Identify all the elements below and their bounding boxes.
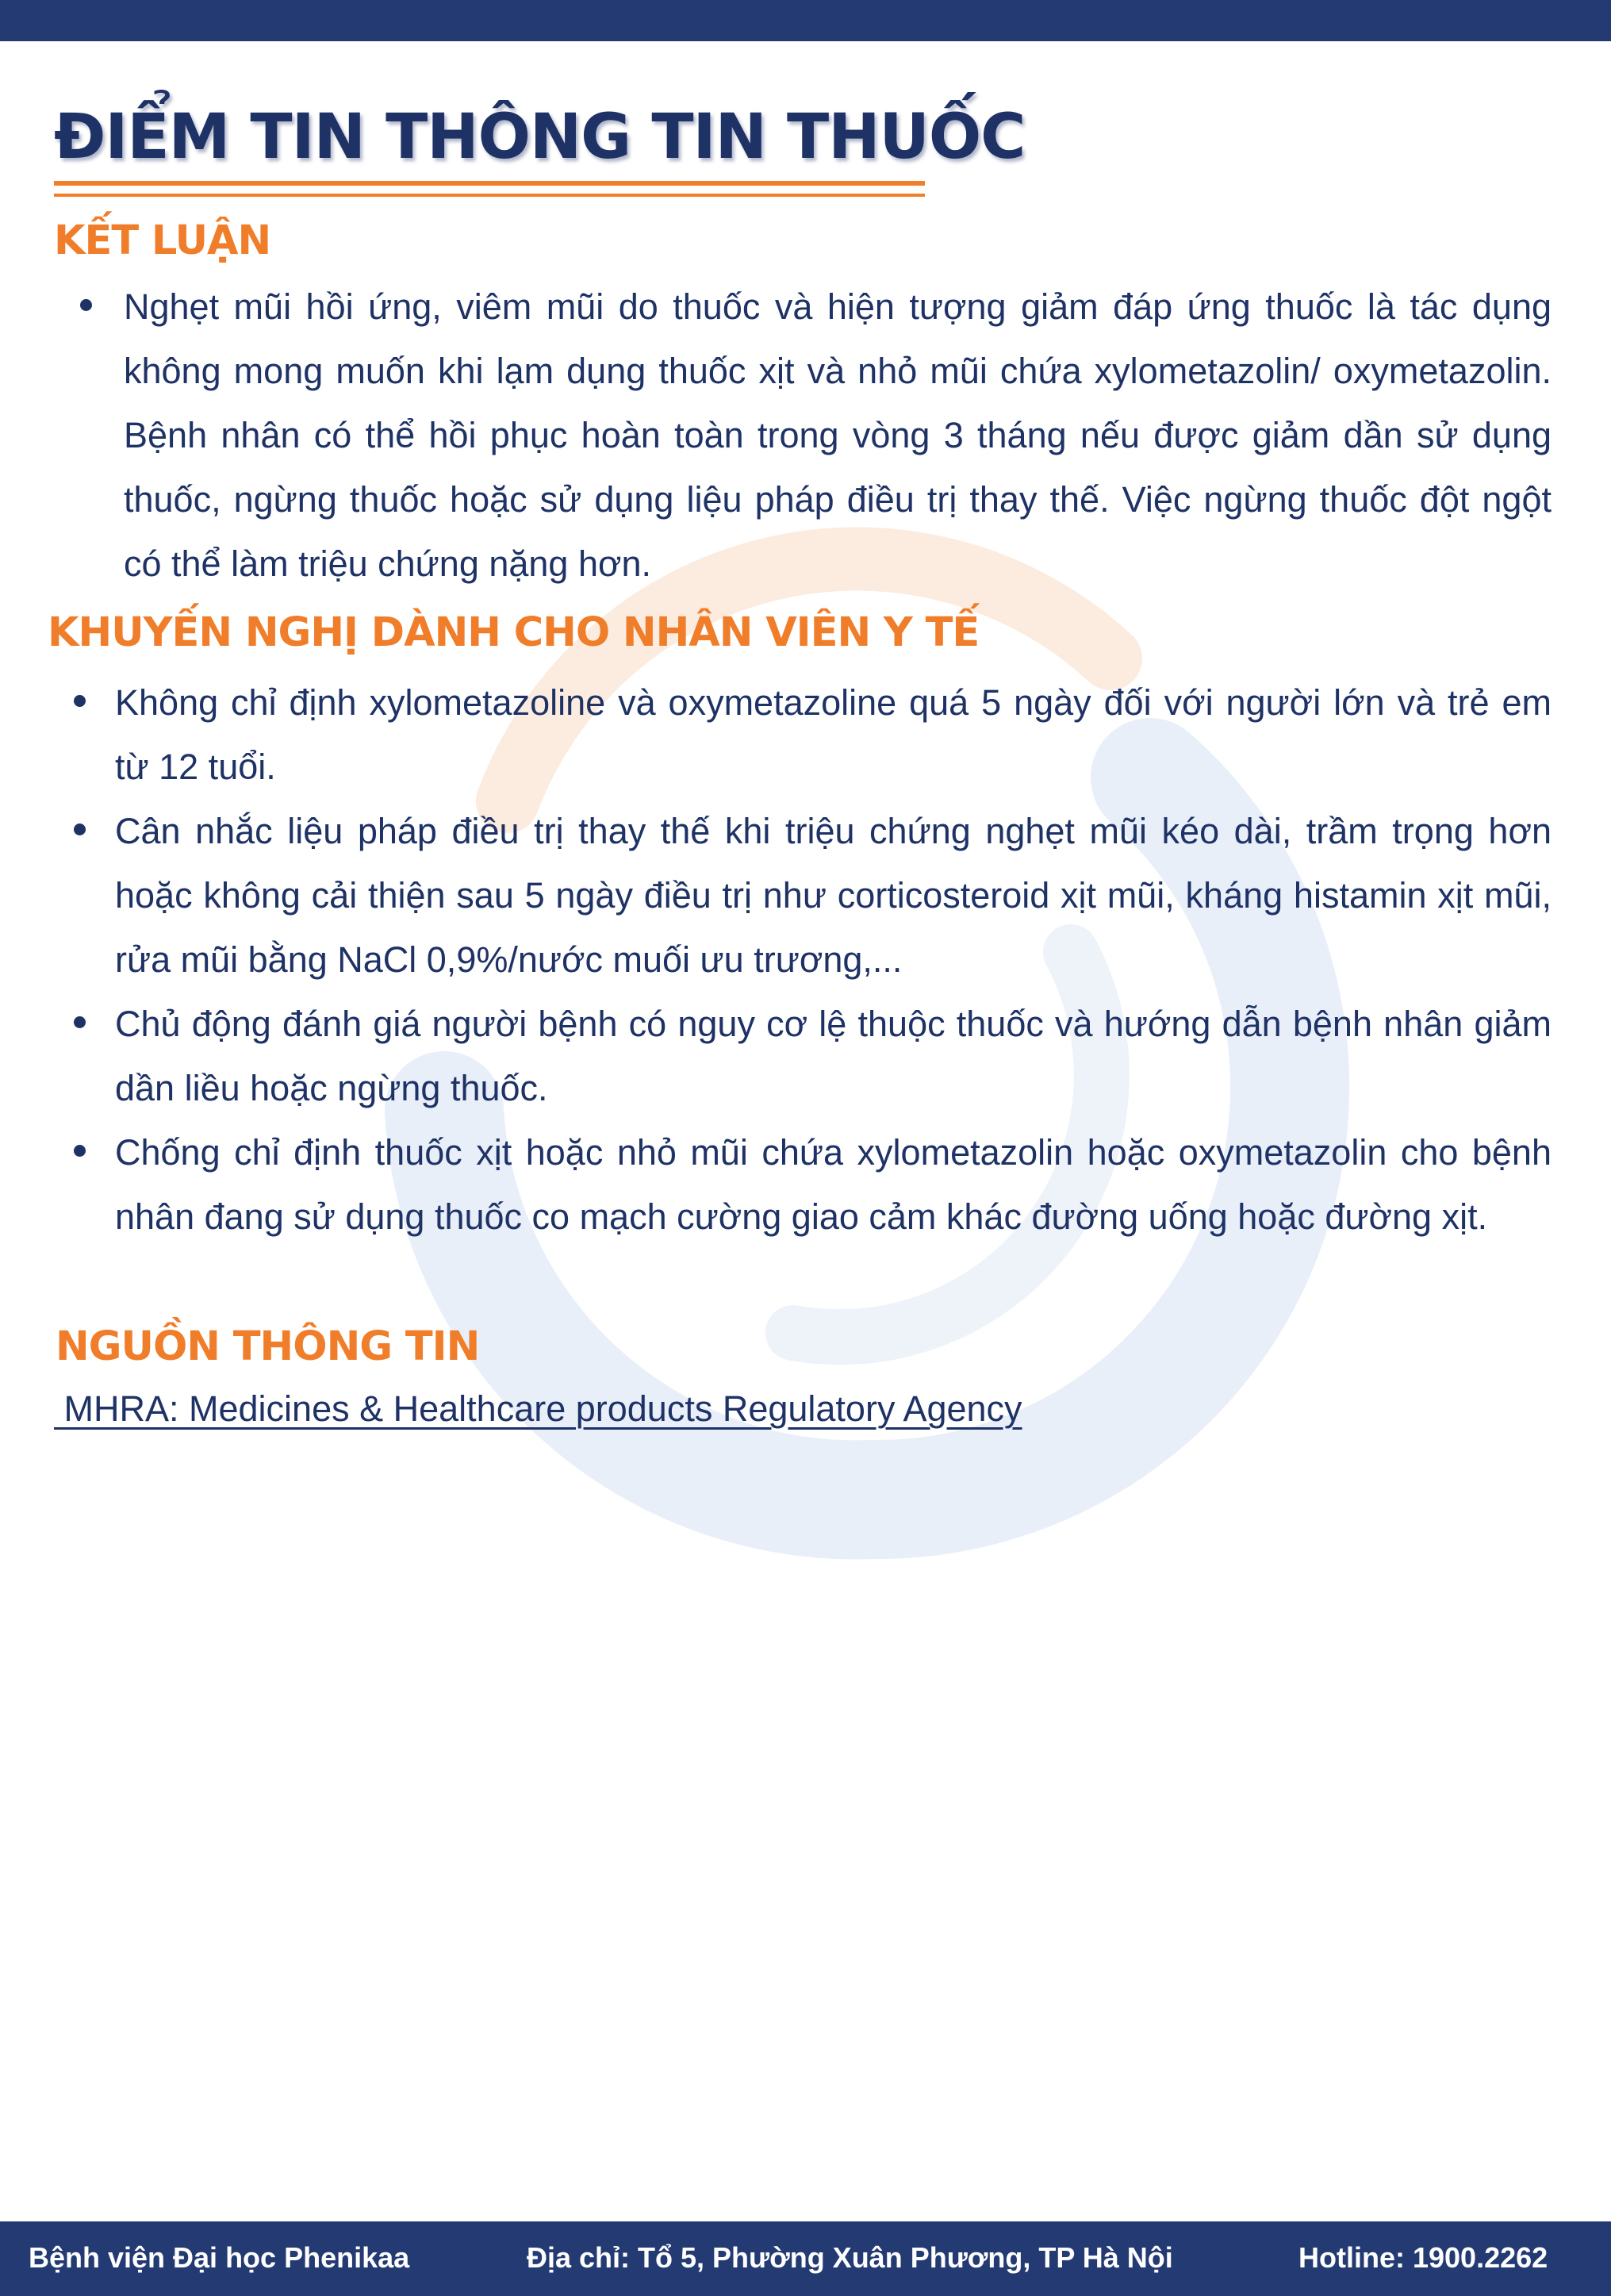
list-item-text: Chủ động đánh giá người bệnh có nguy cơ lệ thuộc thuốc và hướng dẫn bệnh nhân giảm dần liều hoặc ngừng thuốc. bbox=[115, 1004, 1552, 1108]
list-item-text: Cân nhắc liệu pháp điều trị thay thế khi triệu chứng nghẹt mũi kéo dài, trầm trọng hơn hoặc không cải thiện sau 5 ngày điều trị như corticosteroid xịt mũi, kháng histamin xịt mũi, rửa mũi bằng NaCl 0,9%/nước muối ưu trương,... bbox=[115, 811, 1552, 980]
bullet-icon bbox=[80, 299, 92, 311]
title-underline-secondary bbox=[54, 194, 925, 197]
source-heading: NGUỒN THÔNG TIN bbox=[56, 1323, 480, 1370]
source-link[interactable]: MHRA: Medicines & Healthcare products Regulatory Agency bbox=[54, 1388, 1022, 1429]
footer-address: Địa chỉ: Tổ 5, Phường Xuân Phương, TP Hà Nội bbox=[527, 2241, 1173, 2274]
recommendations-list bbox=[115, 670, 1552, 1249]
conclusion-heading: KẾT LUẬN bbox=[54, 217, 271, 264]
bullet-icon bbox=[74, 1016, 86, 1028]
list-item bbox=[115, 992, 1552, 1120]
list-item bbox=[115, 670, 1552, 799]
bullet-icon bbox=[74, 1145, 86, 1157]
list-item bbox=[115, 799, 1552, 992]
list-item-text: Chống chỉ định thuốc xịt hoặc nhỏ mũi chứa xylometazolin hoặc oxymetazolin cho bệnh nhân đang sử dụng thuốc co mạch cường giao cảm khác đường uống hoặc đường xịt. bbox=[115, 1132, 1552, 1237]
list-item bbox=[124, 275, 1552, 596]
title-underline bbox=[54, 181, 925, 186]
footer-bar bbox=[0, 2221, 1611, 2296]
bullet-icon bbox=[74, 695, 86, 707]
list-item bbox=[115, 1120, 1552, 1249]
page-title: ĐIỂM TIN THÔNG TIN THUỐC bbox=[54, 102, 1026, 173]
recommendations-heading: KHUYẾN NGHỊ DÀNH CHO NHÂN VIÊN Y TẾ bbox=[48, 609, 980, 656]
footer-hospital-name: Bệnh viện Đại học Phenikaa bbox=[29, 2241, 410, 2274]
bullet-icon bbox=[74, 824, 86, 835]
footer-hotline: Hotline: 1900.2262 bbox=[1298, 2241, 1548, 2274]
header-bar bbox=[0, 0, 1611, 41]
conclusion-list bbox=[124, 275, 1552, 596]
list-item-text: Nghẹt mũi hồi ứng, viêm mũi do thuốc và hiện tượng giảm đáp ứng thuốc là tác dụng không mong muốn khi lạm dụng thuốc xịt và nhỏ mũi chứa xylometazolin/ oxymetazolin. Bệnh nhân có thể hồi phục hoàn toàn trong vòng 3 tháng nếu được giảm dần sử dụng thuốc, ngừng thuốc hoặc sử dụng liệu pháp điều trị thay thế. Việc ngừng thuốc đột ngột có thể làm triệu chứng nặng hơn. bbox=[124, 286, 1552, 584]
list-item-text: Không chỉ định xylometazoline và oxymetazoline quá 5 ngày đối với người lớn và trẻ em từ 12 tuổi. bbox=[115, 682, 1552, 787]
